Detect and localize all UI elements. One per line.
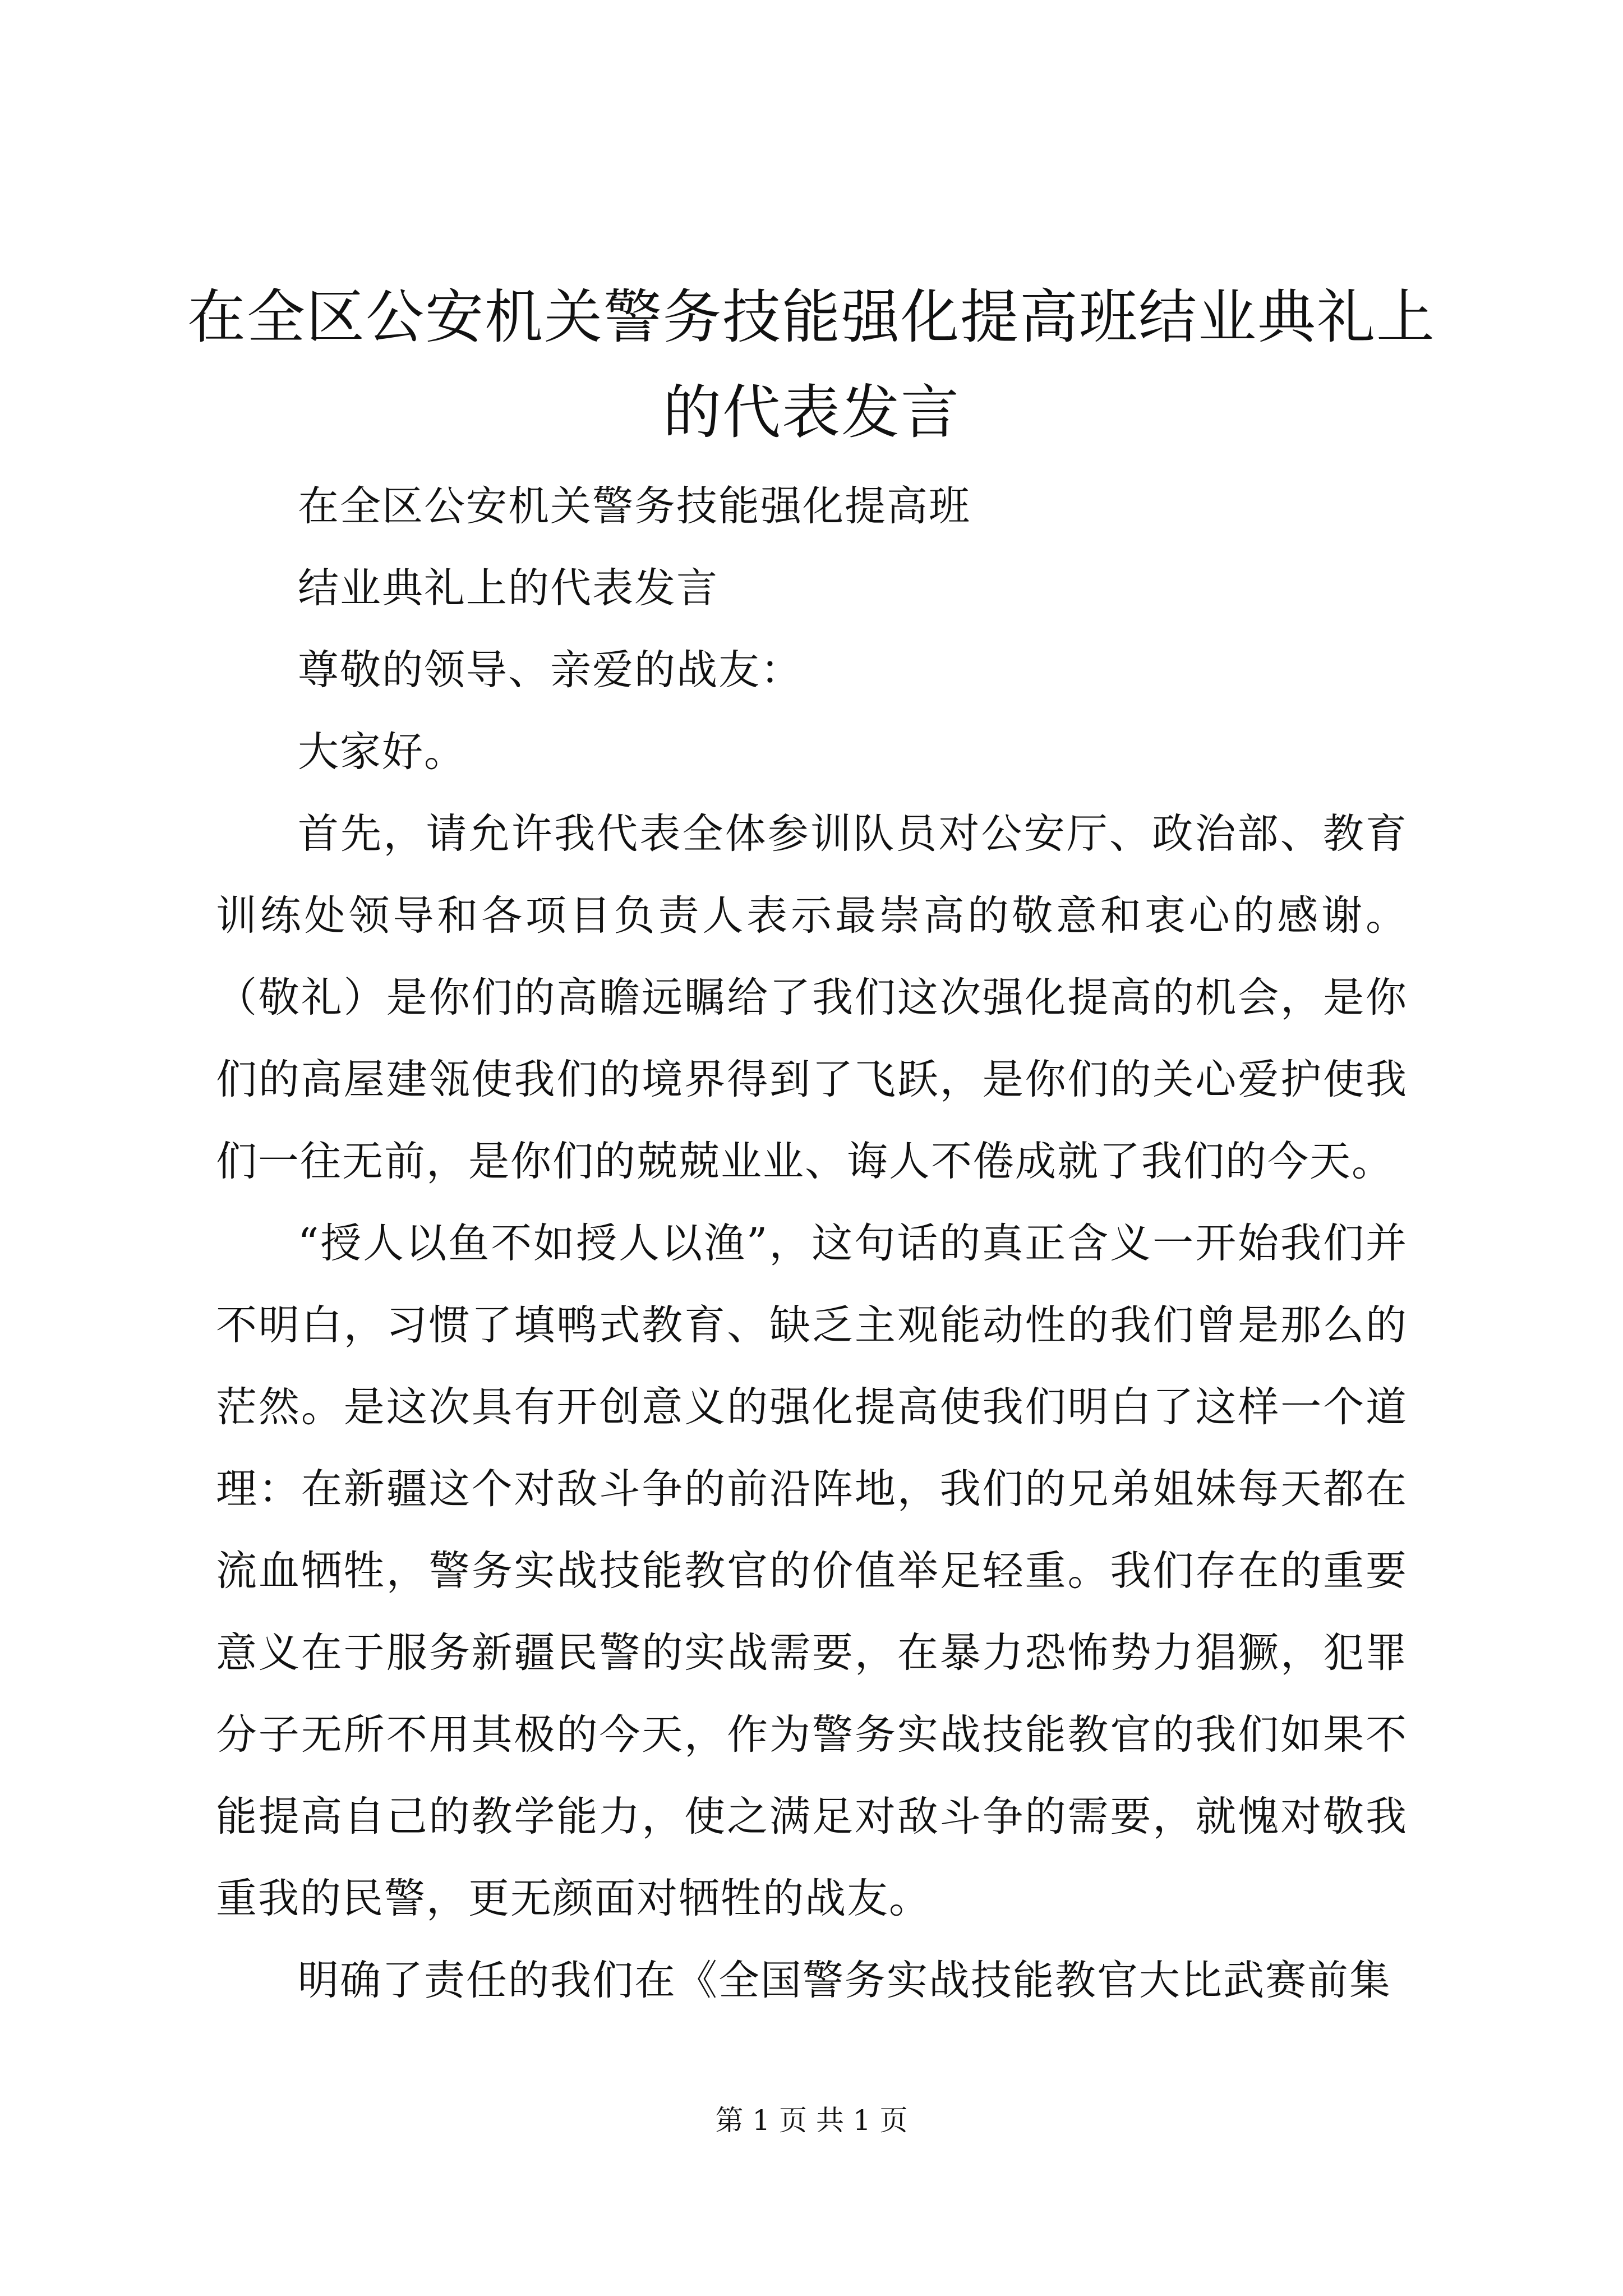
paragraph-thanks: 首先，请允许我代表全体参训队员对公安厅、政治部、教育训练处领导和各项目负责人表示最崇高的敬意和衷心的感谢。（敬礼）是你们的高瞻远瞩给了我们这次强化提高的机会，是你们的高屋建瓴使我们的境界得到了飞跃，是你们的关心爱护使我们一往无前，是你们的兢兢业业、诲人不倦成就了我们的今天。 (216, 810, 1408, 1185)
paragraph-heading-line-1: 在全区公安机关警务技能强化提高班 (298, 482, 971, 530)
document-title: 在全区公安机关警务技能强化提高班结业典礼上的代表发言 (187, 283, 1436, 447)
paragraph-greeting: 大家好。 (298, 728, 466, 776)
paragraph-salutation: 尊敬的领导、亲爱的战友： (298, 646, 803, 694)
document-body (216, 466, 1408, 2022)
page-footer: 第 1 页 共 1 页 (715, 2104, 908, 2137)
paragraph-responsibility: 明确了责任的我们在《全国警务实战技能教官大比武赛前集 (298, 1957, 1391, 2004)
paragraph-meaning: “授人以鱼不如授人以渔”，这句话的真正含义一开始我们并不明白，习惯了填鸭式教育、缺乏主观能动性的我们曾是那么的茫然。是这次具有开创意义的强化提高使我们明白了这样一个道理：在新疆这个对敌斗争的前沿阵地，我们的兄弟姐妹每天都在流血牺牲，警务实战技能教官的价值举足轻重。我们存在的重要意义在于服务新疆民警的实战需要，在暴力恐怖势力猖獗，犯罪分子无所不用其极的今天，作为警务实战技能教官的我们如果不能提高自己的教学能力，使之满足对敌斗争的需要，就愧对敬我重我的民警，更无颜面对牺牲的战友。 (216, 1220, 1408, 1922)
paragraph-heading-line-2: 结业典礼上的代表发言 (298, 564, 718, 612)
